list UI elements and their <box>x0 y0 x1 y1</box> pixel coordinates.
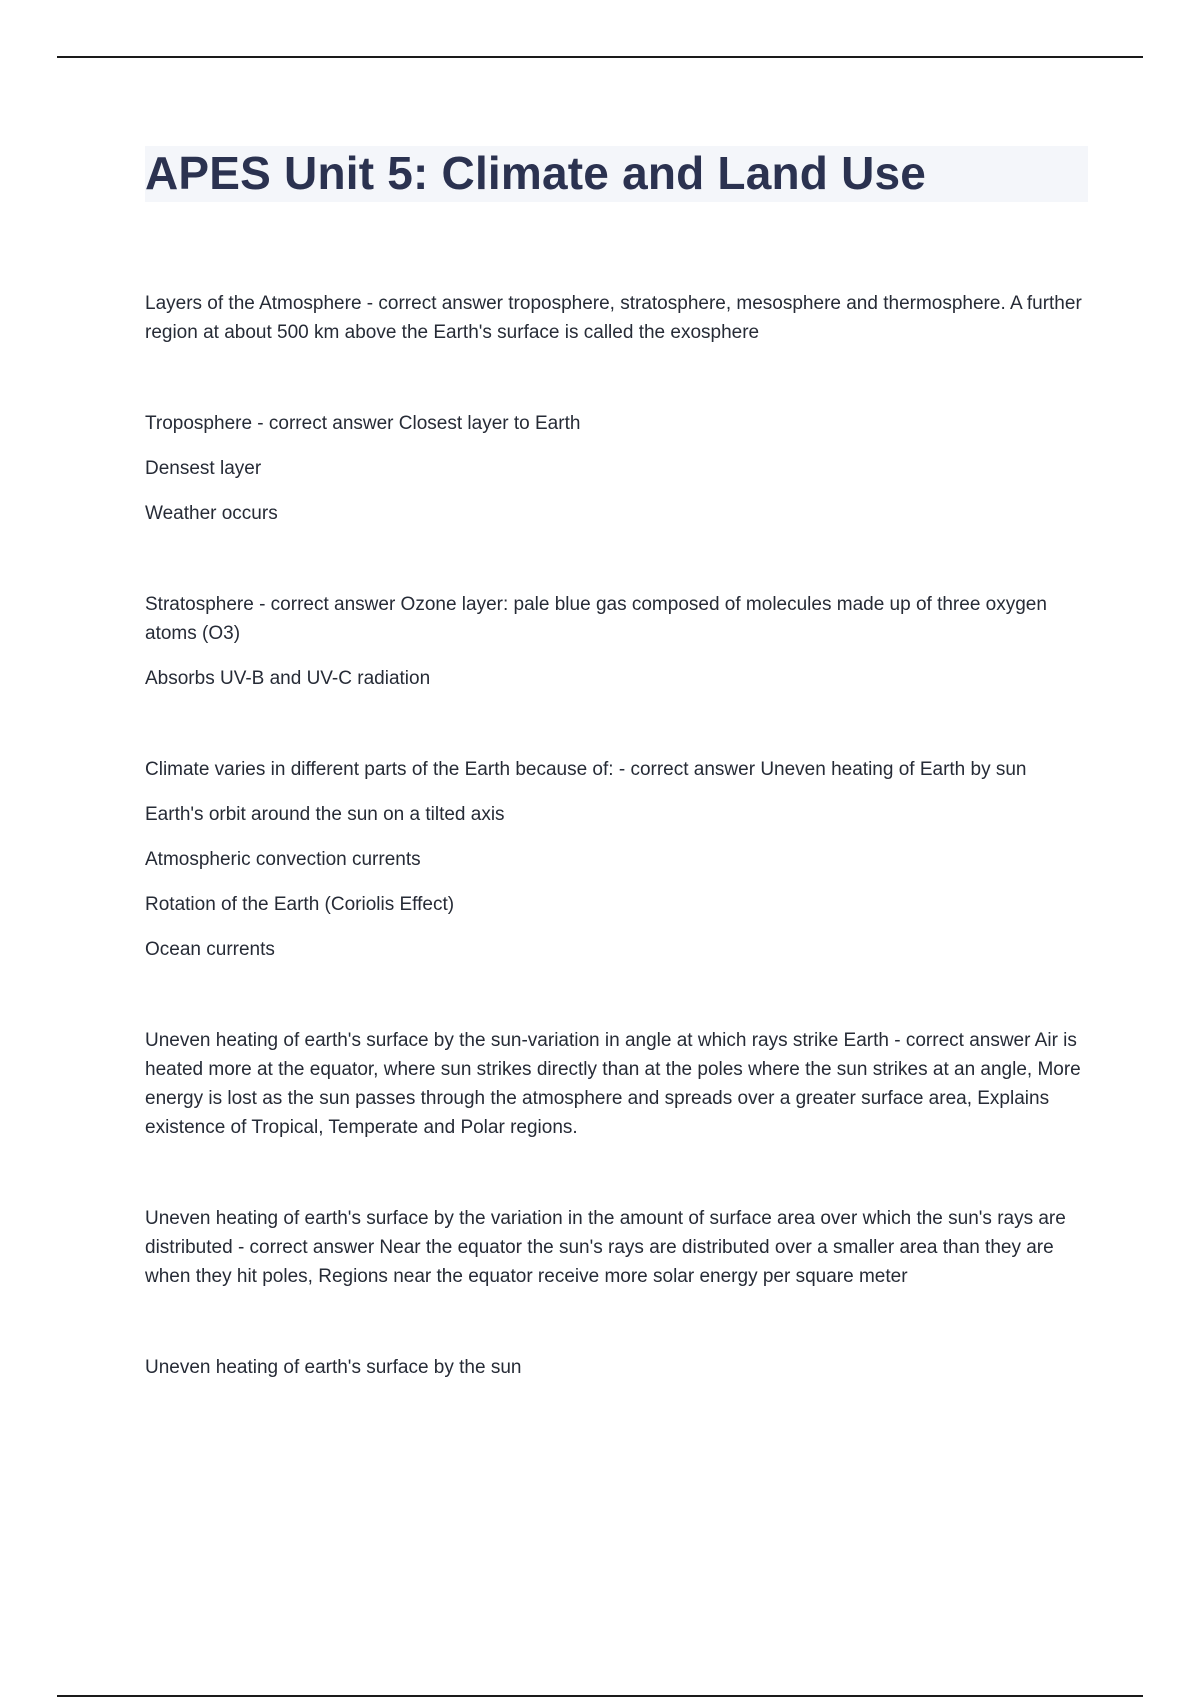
entry-text: Densest layer <box>145 458 262 479</box>
qa-entry-climate-varies <box>145 755 1095 964</box>
qa-entry-uneven-heating <box>145 1353 1095 1382</box>
entry-text: Climate varies in different parts of the Earth because of: - correct answer Uneven heating of Earth by sun <box>145 759 1027 780</box>
entry-text: Rotation of the Earth (Coriolis Effect) <box>145 894 455 915</box>
entry-text: Uneven heating of earth's surface by the sun <box>145 1357 522 1378</box>
entry-text: Weather occurs <box>145 503 278 524</box>
qa-entry-stratosphere <box>145 590 1095 693</box>
entry-text: Troposphere - correct answer Closest layer to Earth <box>145 413 581 434</box>
entry-text: Layers of the Atmosphere - correct answer troposphere, stratosphere, mesosphere and thermosphere. A further region at about 500 km above the Earth's surface is called the exosphere <box>145 293 1082 343</box>
bottom-divider <box>57 1695 1143 1697</box>
document-title: APES Unit 5: Climate and Land Use <box>145 147 927 199</box>
entry-text: Ocean currents <box>145 939 275 960</box>
qa-entry-atmosphere-layers <box>145 289 1095 347</box>
document-body <box>145 289 1095 1444</box>
qa-entry-troposphere <box>145 409 1095 528</box>
qa-entry-uneven-heating-area <box>145 1204 1095 1291</box>
entry-text: Stratosphere - correct answer Ozone layer: pale blue gas composed of molecules made up of three oxygen atoms (O3) <box>145 594 1047 644</box>
top-divider <box>57 56 1143 58</box>
entry-text: Atmospheric convection currents <box>145 849 421 870</box>
entry-text: Earth's orbit around the sun on a tilted axis <box>145 804 505 825</box>
entry-text: Absorbs UV-B and UV-C radiation <box>145 668 431 689</box>
qa-entry-uneven-heating-angle <box>145 1026 1095 1142</box>
entry-text: Uneven heating of earth's surface by the variation in the amount of surface area over which the sun's rays are distributed - correct answer Near the equator the sun's rays are distributed over a smaller area than they are when they hit poles, Regions near the equator receive more solar energy per square meter <box>145 1208 1066 1287</box>
entry-text: Uneven heating of earth's surface by the sun-variation in angle at which rays strike Earth - correct answer Air is heated more at the equator, where sun strikes directly than at the poles where the sun strikes at an angle, More energy is lost as the sun passes through the atmosphere and spreads over a greater surface area, Explains existence of Tropical, Temperate and Polar regions. <box>145 1030 1081 1138</box>
